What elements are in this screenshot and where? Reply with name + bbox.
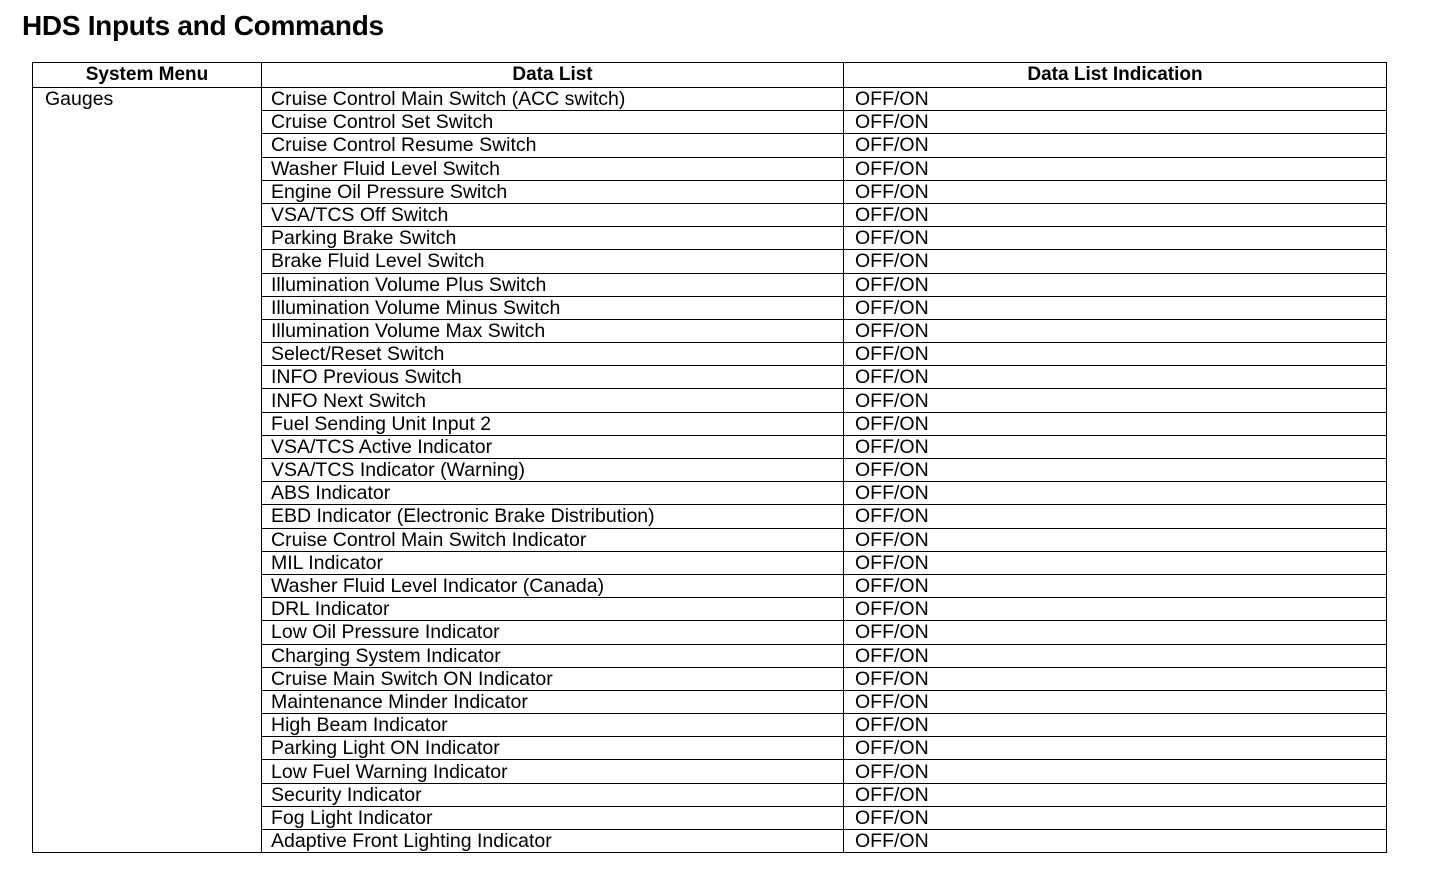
data-list-item: VSA/TCS Off Switch (262, 203, 844, 226)
data-list-item: INFO Previous Switch (262, 366, 844, 389)
data-list-item: DRL Indicator (262, 598, 844, 621)
data-list-item: Cruise Control Set Switch (262, 111, 844, 134)
indication-value: OFF/ON (844, 88, 1387, 111)
data-list-item: Illumination Volume Max Switch (262, 319, 844, 342)
data-list-item: Washer Fluid Level Indicator (Canada) (262, 574, 844, 597)
indication-value: OFF/ON (844, 621, 1387, 644)
data-list-item: Engine Oil Pressure Switch (262, 180, 844, 203)
header-data-list: Data List (262, 63, 844, 88)
indication-value: OFF/ON (844, 574, 1387, 597)
data-list-item: Parking Light ON Indicator (262, 737, 844, 760)
data-list-item: Illumination Volume Plus Switch (262, 273, 844, 296)
data-list-item: Fog Light Indicator (262, 806, 844, 829)
table-row (33, 88, 1387, 111)
indication-value: OFF/ON (844, 783, 1387, 806)
data-list-item: High Beam Indicator (262, 714, 844, 737)
indication-value: OFF/ON (844, 528, 1387, 551)
data-list-item: Brake Fluid Level Switch (262, 250, 844, 273)
data-list-item: MIL Indicator (262, 551, 844, 574)
indication-value: OFF/ON (844, 157, 1387, 180)
indication-value: OFF/ON (844, 737, 1387, 760)
indication-value: OFF/ON (844, 435, 1387, 458)
indication-value: OFF/ON (844, 830, 1387, 853)
data-list-item: VSA/TCS Indicator (Warning) (262, 459, 844, 482)
indication-value: OFF/ON (844, 459, 1387, 482)
indication-value: OFF/ON (844, 319, 1387, 342)
header-data-list-indication: Data List Indication (844, 63, 1387, 88)
data-list-item: Low Oil Pressure Indicator (262, 621, 844, 644)
data-list-item: Cruise Control Main Switch Indicator (262, 528, 844, 551)
indication-value: OFF/ON (844, 690, 1387, 713)
indication-value: OFF/ON (844, 412, 1387, 435)
header-row (33, 63, 1387, 88)
indication-value: OFF/ON (844, 296, 1387, 319)
data-list-item: Charging System Indicator (262, 644, 844, 667)
data-list-item: EBD Indicator (Electronic Brake Distribution) (262, 505, 844, 528)
indication-value: OFF/ON (844, 598, 1387, 621)
system-menu-cell: Gauges (33, 88, 262, 853)
indication-value: OFF/ON (844, 343, 1387, 366)
data-list-item: Low Fuel Warning Indicator (262, 760, 844, 783)
indication-value: OFF/ON (844, 482, 1387, 505)
data-list-item: VSA/TCS Active Indicator (262, 435, 844, 458)
data-list-item: Parking Brake Switch (262, 227, 844, 250)
data-list-item: Maintenance Minder Indicator (262, 690, 844, 713)
data-list-item: Fuel Sending Unit Input 2 (262, 412, 844, 435)
indication-value: OFF/ON (844, 551, 1387, 574)
data-list-item: Cruise Control Resume Switch (262, 134, 844, 157)
data-list-item: Security Indicator (262, 783, 844, 806)
table-body (33, 88, 1387, 853)
data-list-item: Washer Fluid Level Switch (262, 157, 844, 180)
indication-value: OFF/ON (844, 806, 1387, 829)
data-list-item: Select/Reset Switch (262, 343, 844, 366)
indication-value: OFF/ON (844, 714, 1387, 737)
indication-value: OFF/ON (844, 250, 1387, 273)
indication-value: OFF/ON (844, 111, 1387, 134)
header-system-menu: System Menu (33, 63, 262, 88)
hds-table (32, 62, 1387, 853)
indication-value: OFF/ON (844, 389, 1387, 412)
indication-value: OFF/ON (844, 505, 1387, 528)
indication-value: OFF/ON (844, 203, 1387, 226)
indication-value: OFF/ON (844, 227, 1387, 250)
data-list-item: Illumination Volume Minus Switch (262, 296, 844, 319)
indication-value: OFF/ON (844, 644, 1387, 667)
indication-value: OFF/ON (844, 760, 1387, 783)
data-list-item: Adaptive Front Lighting Indicator (262, 830, 844, 853)
indication-value: OFF/ON (844, 134, 1387, 157)
data-list-item: ABS Indicator (262, 482, 844, 505)
data-list-item: Cruise Main Switch ON Indicator (262, 667, 844, 690)
data-list-item: INFO Next Switch (262, 389, 844, 412)
indication-value: OFF/ON (844, 366, 1387, 389)
data-list-item: Cruise Control Main Switch (ACC switch) (262, 88, 844, 111)
indication-value: OFF/ON (844, 273, 1387, 296)
indication-value: OFF/ON (844, 667, 1387, 690)
page-title: HDS Inputs and Commands (22, 10, 384, 41)
indication-value: OFF/ON (844, 180, 1387, 203)
